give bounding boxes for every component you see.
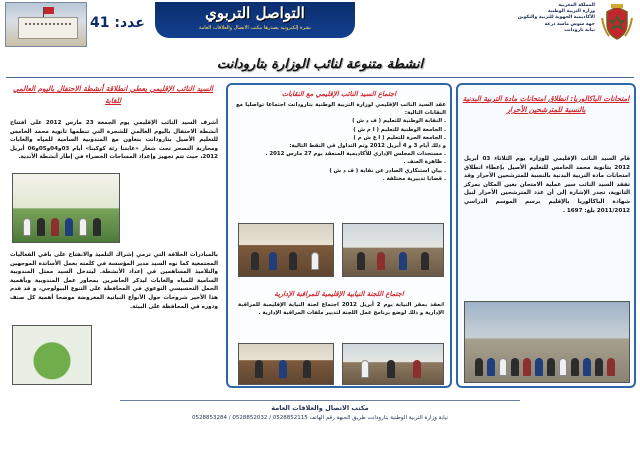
- union-item: . الجامعة الحرة للتعليم ( ا ع ش م ): [353, 134, 446, 141]
- ministry-block: [470, 3, 595, 34]
- forest-day-photo: [12, 173, 120, 243]
- article-title: السيد النائب الإقليمي يعطي انطلاقة أنشطة الاحتفال باليوم العالمي للغابة: [12, 84, 214, 105]
- article-body: [236, 101, 446, 183]
- article-body: انعقد بمقر النيابة يوم 2 أبريل 2012 اجتماع لجنة النيابة الإقليمية للمراقبة الإدارية و ذلك لوضع برنامج عمل اللجنة لتدبير ملفات المراقبة الإدارية .: [238, 302, 444, 317]
- school-building-photo: [5, 2, 87, 47]
- union-item: . الجامعة الوطنية للتعليم ( ا م ش ): [353, 126, 446, 133]
- newsletter-banner: [155, 2, 355, 38]
- article-title: اجتماع اللجنة النيابية الإقليمية للمراقبة الإدارية: [274, 290, 404, 298]
- ministry-line: المملكة المغربية: [558, 3, 595, 8]
- title-divider: [6, 77, 634, 78]
- article-unions-meeting: [226, 83, 452, 388]
- article-forest-day: [4, 83, 222, 388]
- footer-address: نيابة وزارة التربية الوطنية بتارودانت طريق الجبهة رقم الهاتف 0528852115 / 0528852032 / 0528853284: [191, 415, 448, 421]
- page-title: انشطة متنوعة لنائب الوزارة بتارودانت: [216, 57, 424, 72]
- ministry-line: جهة سوس ماسة درعة: [544, 21, 595, 27]
- article-title: اجتماع السيد النائب الإقليمي مع النقابات: [281, 90, 397, 98]
- newsletter-header: [0, 0, 640, 50]
- body-after: و ذلك أيام 3 و 4 أبريل 2012 وتم التداول في النقط التالية:: [289, 143, 446, 150]
- union-item: . النقابة الوطنية للتعليم ( ف د ش ): [352, 118, 446, 125]
- committee-photo: [238, 343, 334, 385]
- point-item: . بيان استنكاري الصادر عن نقابة ( ف د ش ): [329, 167, 446, 174]
- footer-office: مكتب الاتصال والعلاقات العامة: [271, 404, 369, 412]
- flag-icon: [44, 7, 54, 14]
- point-item: . ظاهرة العنف .: [403, 159, 446, 166]
- moroccan-emblem-icon: [600, 4, 634, 42]
- meeting-photo: [342, 223, 444, 277]
- exam-group-photo: [464, 301, 630, 383]
- ministry-line: وزارة التربية الوطنية: [547, 9, 595, 15]
- article-body: أشرف السيد النائب الإقليمي يوم الجمعة 23 مارس 2012 على افتتاح أنشطة الاحتفال باليوم العالمي للشجرة التي تنظمها ثانوية محمد الخامس للتعليم الأصيل بتارودانت بتعاون مع المندوبية السامية للمياه والغابات ومحاربة التصحر تحت شعار «غابتنا رئة كوكبنا» أيام 03و04و05و06 أبريل 2012، حيث تتم تجهيز وإعداد المساحات الخضراء في إطار أنشطة الأندية.: [10, 120, 218, 161]
- point-item: . مستجدات المجلس الإداري للأكاديمية المنعقد يوم 27 مارس 2012 .: [265, 151, 446, 158]
- body-intro: عقد السيد النائب الإقليمي لوزارة التربية الوطنية بتارودانت اجتماعا تواصليا مع النقابات التالية:: [236, 102, 446, 117]
- newsletter-subtitle: نشرة إلكترونية يصدرها مكتب الاتصال والعلاقات العامة: [198, 25, 312, 31]
- ministry-line: الأكاديمية الجهوية للتربية والتكوين: [517, 15, 595, 21]
- footer-divider: [120, 400, 520, 401]
- article-bac-exams: [456, 83, 636, 388]
- article-body: قام السيد النائب الإقليمي للوزارة يوم الثلاثاء 03 أبريل 2012 بثانوية محمد الخامس للتعليم الأصيل بإعطاء انطلاق امتحانات مادة التربية البدنية بالنسبة للمترشحين الأحرار وقد تفقد السيد النائب سير عملية الامتحان بعين المكان بمركز الثانوية، تجدر الإشارة إلى أن عدد المترشحين الأحرار لنيل شهادة الباكالوريا بالإقليم برسم الموسم الدراسي 2011/2012 بلغ: 1697 .: [464, 156, 630, 214]
- meeting-photo: [238, 223, 334, 277]
- issue-number: عدد: 41: [90, 15, 145, 31]
- committee-photo: [342, 343, 444, 385]
- point-item: . قضايا تدبيرية مختلفة .: [382, 175, 446, 182]
- article-title: امتحانات الباكالوريا: انطلاق امتحانات مادة التربية البدنية بالنسبة للمترشحين الأحرار: [462, 94, 630, 114]
- plant-photo: [12, 325, 92, 385]
- article-body: بالمبادرات الخلاقة التي ترمي إشراك التلميذ والانفتاح على باقي الفعاليات المجتمعية كما نوه السيد مدير المؤسسة في كلمته بعمل الأساتذة الموجهين والتلاميذ المساهمين في إعداد الأنشطة. ليتدخل السيد ممثل المندوبية السامية للمياه والغابات ليذكر الحاضرين بمحاور عمل المندوبية وبأهمية الحمل التحسيسي التوعوي في المحافظة على التنوع البيولوجي، و قد قدم هذا الأخير شروحات حول الأنواع النباتية المعروضة موضحا أهمية كل صنف ودوره في المحافظة على البيئة.: [10, 252, 218, 310]
- ministry-line: نيابة تارودانت: [564, 27, 595, 33]
- newsletter-title: التواصل التربوي: [205, 4, 305, 22]
